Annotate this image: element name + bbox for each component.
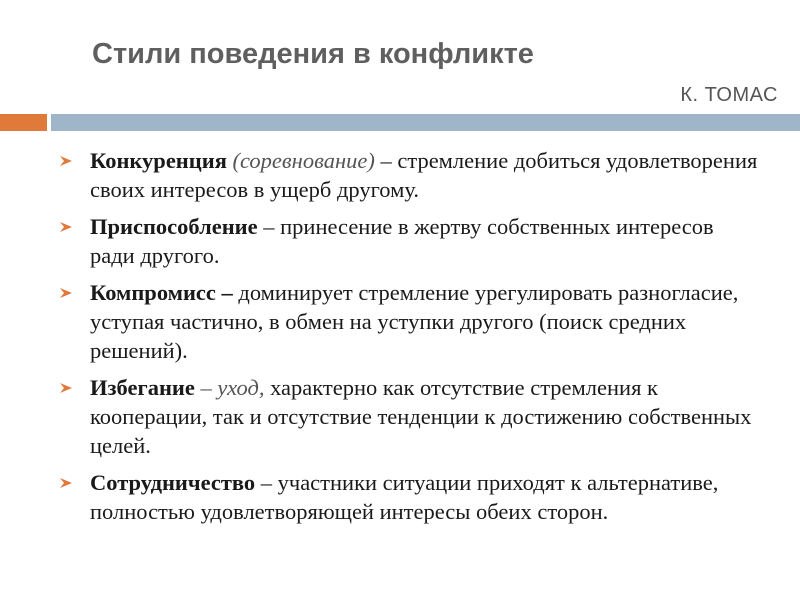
item-note: – уход, bbox=[194, 375, 265, 400]
item-term: Приспособление bbox=[90, 214, 258, 239]
list-item-competition bbox=[58, 146, 758, 204]
arrowhead-bullet-icon bbox=[58, 153, 74, 169]
item-text: – стремление добиться удовлетворения своих интересов в ущерб другому. bbox=[90, 148, 758, 202]
item-note: (соревнование) bbox=[226, 148, 375, 173]
item-term: Избегание bbox=[90, 375, 195, 400]
slide-title: Стили поведения в конфликте bbox=[92, 38, 534, 70]
item-text: характерно как отсутствие стремления к кооперации, так и отсутствие тенденции к достижению собственных целей. bbox=[90, 375, 752, 458]
list-item-accommodation bbox=[58, 212, 758, 270]
item-text: – принесение в жертву собственных интересов ради другого. bbox=[90, 214, 714, 268]
accent-divider-bar bbox=[0, 114, 47, 131]
arrowhead-bullet-icon bbox=[58, 475, 74, 491]
item-text: доминирует стремление урегулировать разногласие, уступая частично, в обмен на уступки другого (поиск средних решений). bbox=[90, 280, 739, 363]
main-divider-bar bbox=[51, 114, 800, 131]
item-term: Компромисс – bbox=[90, 280, 233, 305]
slide-author: К. ТОМАС bbox=[680, 84, 778, 106]
list-item-avoidance bbox=[58, 373, 758, 460]
item-term: Конкуренция bbox=[90, 148, 227, 173]
arrowhead-bullet-icon bbox=[58, 219, 74, 235]
arrowhead-bullet-icon bbox=[58, 380, 74, 396]
list-item-collaboration bbox=[58, 468, 758, 526]
item-term: Сотрудничество bbox=[90, 470, 256, 495]
list-item-compromise bbox=[58, 278, 758, 365]
item-text: – участники ситуации приходят к альтернативе, полностью удовлетворяющей интересы обеих сторон. bbox=[90, 470, 719, 524]
arrowhead-bullet-icon bbox=[58, 285, 74, 301]
bullet-list bbox=[58, 146, 758, 534]
